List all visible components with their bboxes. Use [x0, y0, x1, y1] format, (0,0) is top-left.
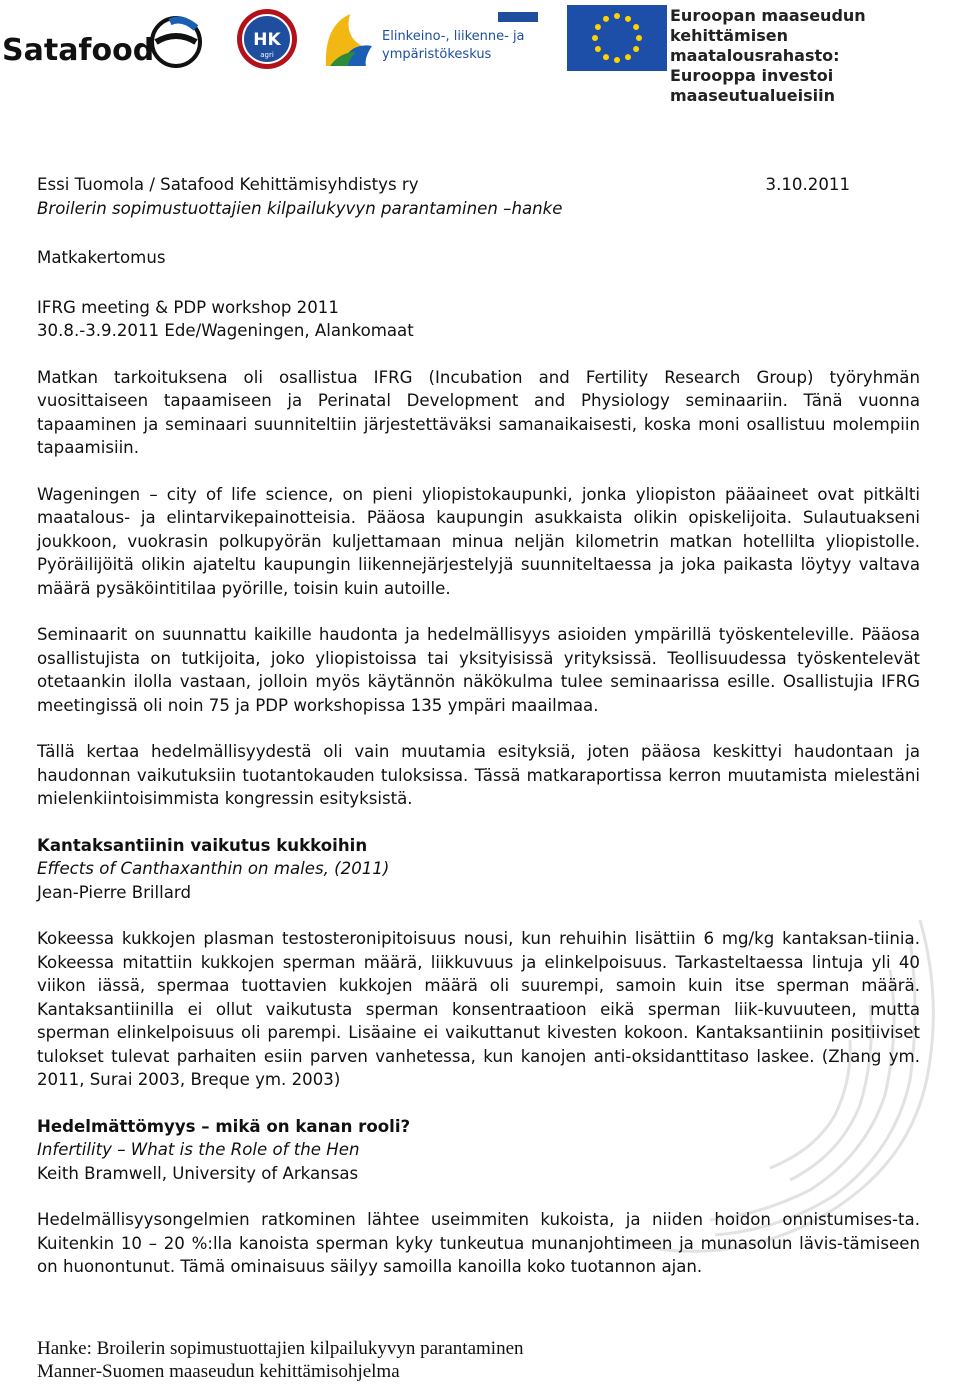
page-footer [37, 1337, 524, 1383]
satafood-wordmark: Satafood [2, 33, 155, 68]
report-date: 3.10.2011 [765, 175, 850, 194]
section1-title-en: Effects of Canthaxanthin on males, (2011) [37, 859, 390, 878]
eu-star [636, 35, 642, 41]
eu-star [603, 16, 609, 22]
footer-project: Hanke: Broilerin sopimustuottajien kilpailukyvyn parantaminen [37, 1338, 524, 1359]
section2-author: Keith Bramwell, University of Arkansas [37, 1163, 359, 1183]
satafood-logo [0, 12, 220, 72]
eu-star [603, 54, 609, 60]
paragraph-seminars: Seminaarit on suunnattu kaikille haudonta ja hedelmällisyys asioiden ympärillä työskenteleville. Pääosa osallistujista on tutkijoita, joko yliopistoissa tai yksityisissä yrityksissä. Teollisuudessa työskentelevät otetaankin ilolla vastaan, jolloin myös käytännön näkökulma tulee seminaarissa esille. Osallistujia IFRG meetingissä oli noin 75 ja PDP workshopissa 135 ympäri maailmaa. [37, 625, 920, 715]
eu-text-line1: Euroopan maaseudun [670, 6, 866, 25]
eu-star [625, 16, 631, 22]
report-header [37, 173, 920, 197]
author-line: Essi Tuomola / Satafood Kehittämisyhdistys ry [37, 175, 419, 194]
event-name: IFRG meeting & PDP workshop 2011 [37, 297, 339, 317]
paragraph-wageningen: Wageningen – city of life science, on pieni yliopistokaupunki, jonka yliopiston pääaineet ovat pitkälti maatalous- ja elintarvikepainotteisia. Pääosa kaupungin asukkaista olikin opiskelijoita. Sulautuakseni joukkoon, vuokrasin polkupyörän kuljettamaan minua neljän kilometrin matkan hotellilta yliopistolle. Pyöräilijöitä olikin ajateltu kaupungin liikennejärjestelyjä suunniteltaessa ja joka paikasta löytyy valtava määrä pysäköintitilaa pyörille, toisin kuin autoille. [37, 484, 920, 598]
eu-fund-text [670, 6, 960, 106]
eu-star [595, 24, 601, 30]
eu-star [595, 46, 601, 52]
eu-star [625, 54, 631, 60]
eu-star [592, 35, 598, 41]
ely-text-line1: Elinkeino-, liikenne- ja [382, 29, 525, 44]
project-name: Broilerin sopimustuottajien kilpailukyvyn parantaminen –hanke [37, 198, 563, 218]
section1-text: Kokeessa kukkojen plasman testosteronipitoisuus nousi, kun rehuihin lisättiin 6 mg/kg kantaksan-tiinia. Kokeessa mitattiin kukkojen sperman määrä, liikkuvuus ja elinkelpoisuus. Tarkasteltaessa lintuja yli 40 viikon iässä, spermaa tuottavien kukkojen määrä oli suurempi, samoin kuin itse sperman määrä. Kantaksantiinilla ei ollut vaikutusta sperman konsentraatioon eikä sperman liik-kuvuuteen, mutta sperman elinkelpoisuus oli parempi. Lisäaine ei vaikuttanut kivesten kokoon. Kantaksantiinin positiiviset tulokset tulevat parhaiten esiin parven vanhetessa, kun kanojen anti-oksidanttitaso laskee. (Zhang ym. 2011, Surai 2003, Breque ym. 2003) [37, 929, 920, 1089]
eu-star [633, 46, 639, 52]
document-type: Matkakertomus [37, 248, 166, 267]
ely-keskus-logo [320, 6, 545, 70]
section2-title-en: Infertility – What is the Role of the Hen [37, 1140, 360, 1159]
hk-wordmark: HK [253, 30, 281, 50]
eu-text-line3: Eurooppa investoi maaseutualueisiin [670, 66, 835, 105]
section1-author: Jean-Pierre Brillard [37, 882, 191, 902]
eu-star [633, 24, 639, 30]
eu-star [614, 57, 620, 63]
logo-bar [0, 0, 960, 105]
section2-title: Hedelmättömyys – mikä on kanan rooli? [37, 1116, 411, 1136]
paragraph-overview: Tällä kertaa hedelmällisyydestä oli vain muutamia esityksiä, joten pääosa keskittyi haudontaan ja haudonnan vaikutuksiin tuotantokauden tuloksissa. Tässä matkaraportissa kerron muutamista mielestäni mielenkiintoisimmista kongressin esityksistä. [37, 742, 920, 808]
eu-flag-logo [567, 5, 667, 71]
footer-programme: Manner-Suomen maaseudun kehittämisohjelma [37, 1361, 400, 1382]
section1-title: Kantaksantiinin vaikutus kukkoihin [37, 835, 368, 855]
hk-subtext: agri [260, 51, 274, 59]
paragraph-purpose: Matkan tarkoituksena oli osallistua IFRG (Incubation and Fertility Research Group) työryhmän vuosittaiseen tapaamiseen ja Perinatal Development and Physiology seminaariin. Tänä vuonna tapaaminen ja seminaari suunniteltiin järjestettäväksi samanaikaisesti, koska moni osallistuu molempiin tapaamisiin. [37, 367, 920, 457]
event-date-place: 30.8.-3.9.2011 Ede/Wageningen, Alankomaat [37, 321, 414, 340]
hk-agri-logo [236, 8, 298, 70]
section2-text: Hedelmällisyysongelmien ratkominen lähtee useimmiten kukoista, ja niiden hoidon onnistumises-ta. Kuitenkin 10 – 20 %:lla kanoista sperman kyky tunkeutua munanjohtimeen ja munasolun lävis-tämiseen on huonontunut. Tämä ominaisuus säilyy samoilla kanoilla koko tuotannon ajan. [37, 1210, 920, 1276]
ely-text-line2: ympäristökeskus [382, 47, 492, 62]
report-body [37, 173, 920, 1279]
eu-text-line2: kehittämisen maatalousrahasto: [670, 26, 840, 65]
eu-star [614, 13, 620, 19]
